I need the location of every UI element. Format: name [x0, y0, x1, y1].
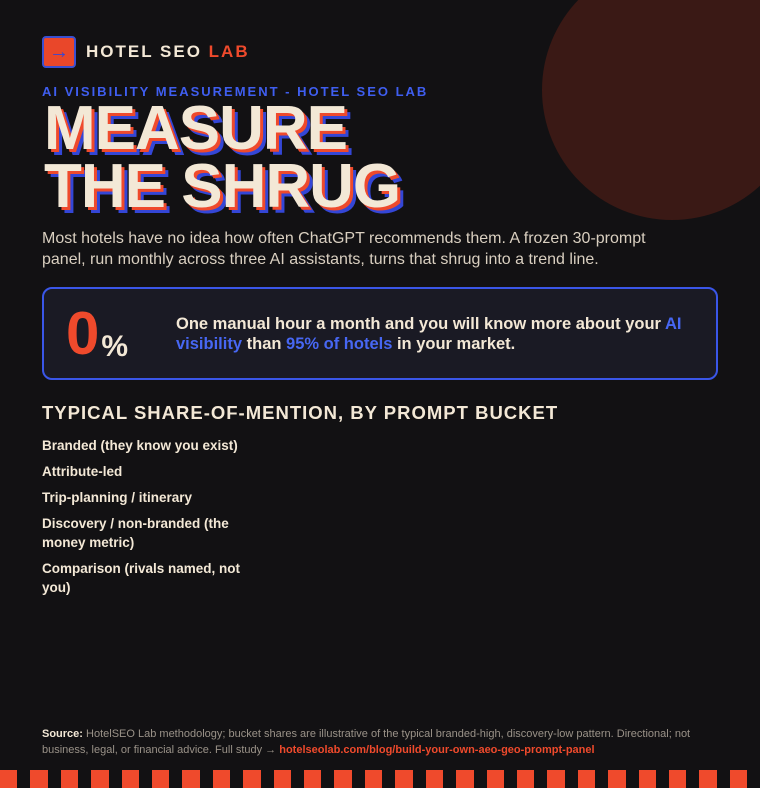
- study-link[interactable]: hotelseolab.com/blog/build-your-own-aeo-geo-prompt-panel: [279, 744, 595, 756]
- stripe-square: [456, 770, 473, 788]
- stat-card: [42, 287, 718, 380]
- bucket-item: Branded (they know you exist): [42, 438, 238, 453]
- stripe-square: [547, 770, 564, 788]
- bucket-item: Attribute-led: [42, 464, 123, 479]
- source-label: Source:: [42, 728, 83, 740]
- stripe-square: [608, 770, 625, 788]
- stripe-square: [639, 770, 656, 788]
- arrow-right-icon: →: [42, 36, 76, 68]
- stripe-square: [304, 770, 321, 788]
- headline: [44, 94, 401, 221]
- stat-text-part-1: One manual hour a month and you will know more about your: [176, 314, 665, 333]
- stat-highlight-2: 95% of hotels: [286, 334, 393, 353]
- stripe-square: [365, 770, 382, 788]
- stripe-square: [487, 770, 504, 788]
- headline-line-1: MEASURE: [44, 94, 348, 163]
- stat-unit: %: [101, 329, 129, 363]
- bucket-list: [42, 436, 242, 604]
- stat-number: [66, 299, 176, 367]
- stripe-square: [395, 770, 412, 788]
- brand-name: [86, 42, 250, 62]
- stat-text-part-2: than: [242, 334, 287, 353]
- decorative-stripe: [0, 770, 760, 788]
- stripe-square: [213, 770, 230, 788]
- stripe-square: [730, 770, 747, 788]
- brand-logo: [42, 36, 250, 68]
- section-title: TYPICAL SHARE-OF-MENTION, BY PROMPT BUCKET: [42, 402, 559, 423]
- brand-name-main: HOTEL SEO: [86, 42, 209, 61]
- stripe-square: [61, 770, 78, 788]
- stripe-square: [517, 770, 534, 788]
- bucket-item: Discovery / non-branded (the money metric): [42, 516, 229, 550]
- stat-text: [176, 314, 696, 354]
- stat-highlight-1: AI visibility: [176, 314, 682, 353]
- stripe-square: [243, 770, 260, 788]
- stripe-square: [334, 770, 351, 788]
- decorative-circle: [542, 0, 760, 220]
- stripe-square: [578, 770, 595, 788]
- stat-text-part-3: in your market.: [392, 334, 516, 353]
- stat-value: 0: [66, 299, 100, 367]
- stripe-square: [669, 770, 686, 788]
- stripe-square: [274, 770, 291, 788]
- stripe-square: [0, 770, 17, 788]
- stripe-square: [122, 770, 139, 788]
- stripe-square: [91, 770, 108, 788]
- bucket-item: Comparison (rivals named, not you): [42, 561, 241, 595]
- brand-name-accent: LAB: [208, 42, 250, 61]
- headline-line-2: THE SHRUG: [44, 152, 401, 221]
- bucket-item: Trip-planning / itinerary: [42, 490, 193, 505]
- eyebrow: AI VISIBILITY MEASUREMENT - HOTEL SEO LAB: [42, 84, 429, 99]
- footer: [42, 726, 732, 758]
- stripe-square: [30, 770, 47, 788]
- stripe-square: [182, 770, 199, 788]
- stripe-square: [699, 770, 716, 788]
- stripe-square: [426, 770, 443, 788]
- stripe-square: [152, 770, 169, 788]
- source-text: HotelSEO Lab methodology; bucket shares are illustrative of the typical branded-high, discovery-low pattern. Directional; not business, legal, or financial advice. Full study →: [42, 728, 691, 756]
- intro-paragraph: Most hotels have no idea how often ChatGPT recommends them. A frozen 30-prompt panel, run monthly across three AI assistants, turns that shrug into a trend line.: [42, 230, 646, 268]
